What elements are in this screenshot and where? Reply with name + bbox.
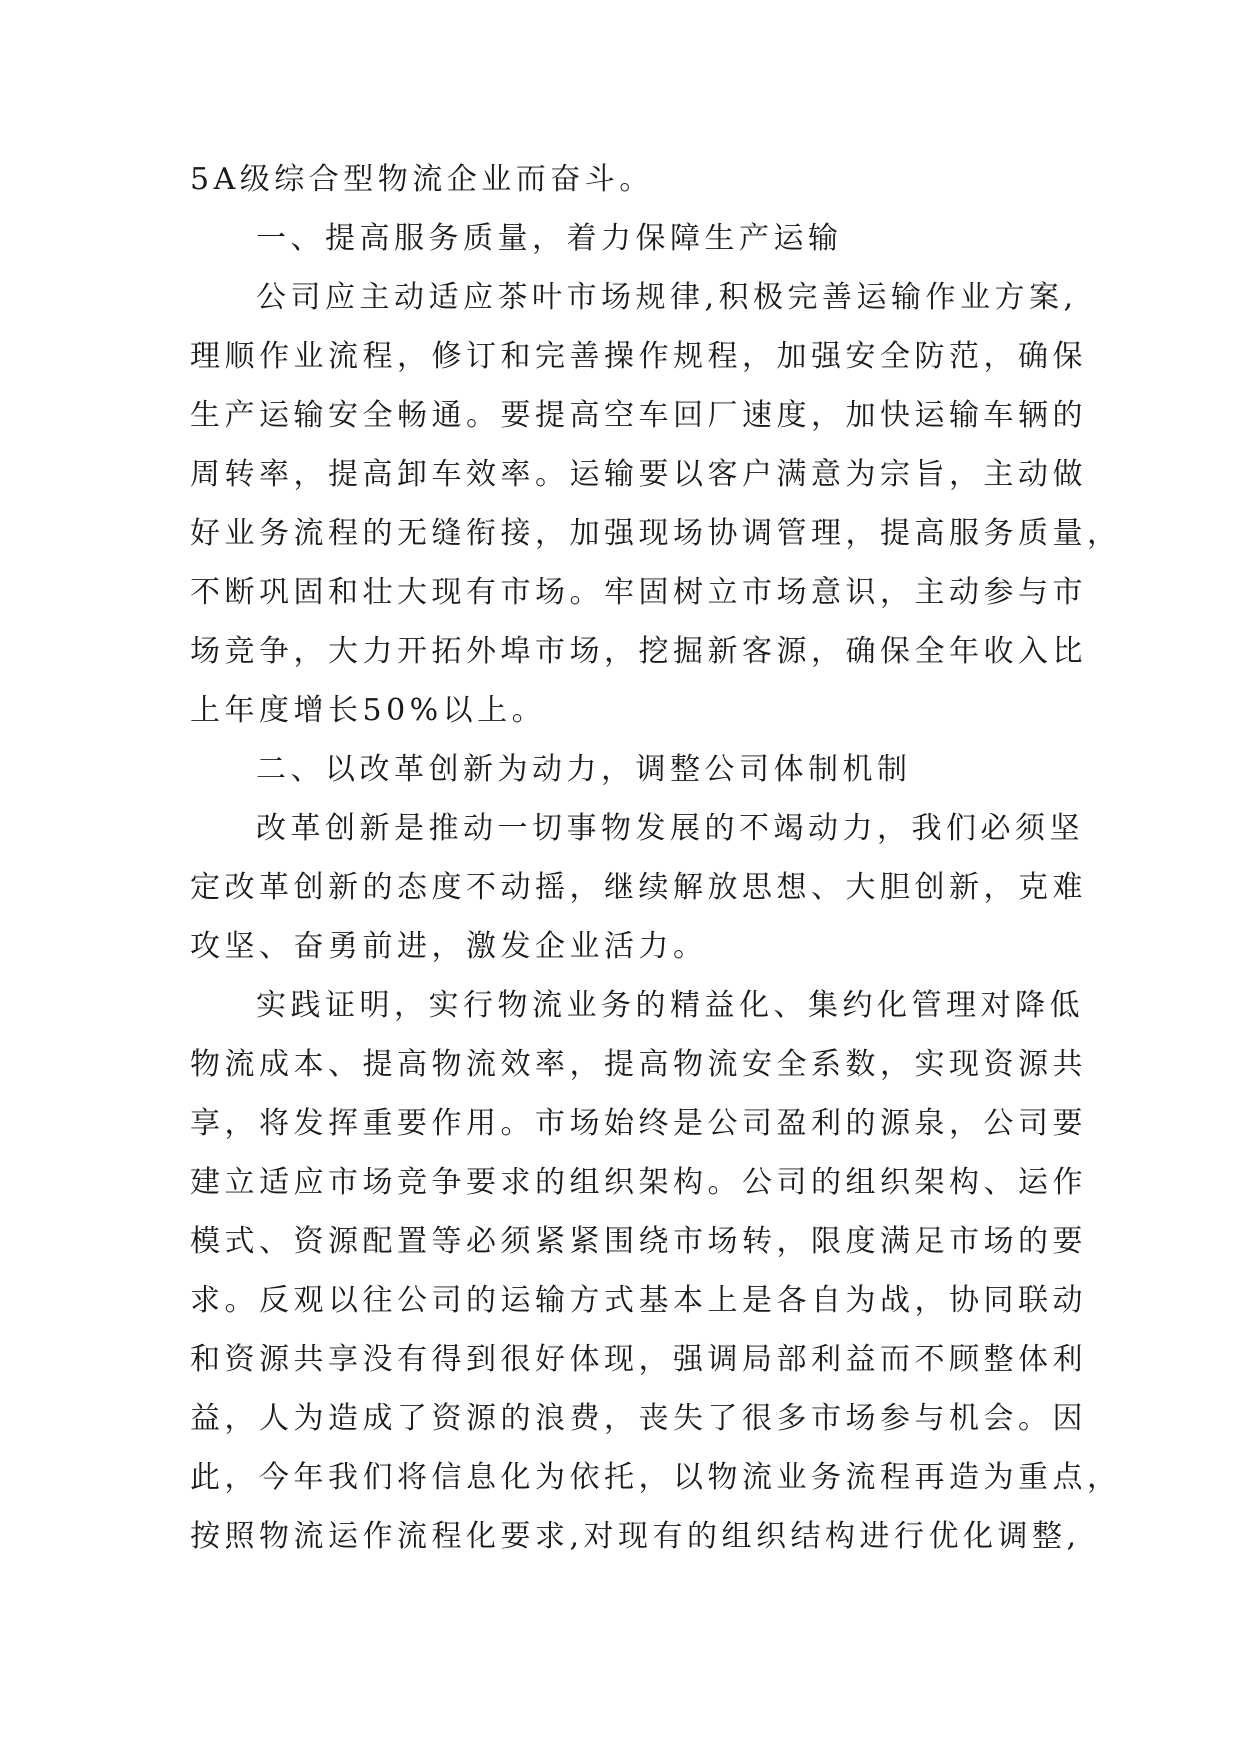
text-line: 建立适应市场竞争要求的组织架构。公司的组织架构、运作 bbox=[190, 1165, 1087, 1200]
text-line: 理顺作业流程，修订和完善操作规程，加强安全防范，确保 bbox=[190, 339, 1087, 374]
text-line: 按照物流运作流程化要求,对现有的组织结构进行优化调整, bbox=[190, 1519, 1081, 1554]
text-line: 此，今年我们将信息化为依托，以物流业务流程再造为重点， bbox=[190, 1460, 1122, 1495]
text-line: 场竞争，大力开拓外埠市场，挖掘新客源，确保全年收入比 bbox=[190, 634, 1087, 669]
text-line: 实践证明，实行物流业务的精益化、集约化管理对降低 bbox=[256, 988, 1084, 1023]
text-line: 攻坚、奋勇前进，激发企业活力。 bbox=[190, 929, 708, 964]
text-line: 益，人为造成了资源的浪费，丧失了很多市场参与机会。因 bbox=[190, 1401, 1087, 1436]
text-line: 定改革创新的态度不动摇，继续解放思想、大胆创新，克难 bbox=[190, 870, 1087, 905]
text-line: 好业务流程的无缝衔接，加强现场协调管理，提高服务质量， bbox=[190, 516, 1122, 551]
text-line: 公司应主动适应茶叶市场规律,积极完善运输作业方案, bbox=[256, 280, 1078, 315]
text-line: 5A级综合型物流企业而奋斗。 bbox=[190, 162, 654, 197]
section-heading: 二、以改革创新为动力，调整公司体制机制 bbox=[256, 752, 912, 787]
text-line: 改革创新是推动一切事物发展的不竭动力，我们必须坚 bbox=[256, 811, 1084, 846]
text-line: 求。反观以往公司的运输方式基本上是各自为战，协同联动 bbox=[190, 1283, 1087, 1318]
text-line: 周转率，提高卸车效率。运输要以客户满意为宗旨，主动做 bbox=[190, 457, 1087, 492]
text-line: 和资源共享没有得到很好体现，强调局部利益而不顾整体利 bbox=[190, 1342, 1087, 1377]
section-heading: 一、提高服务质量，着力保障生产运输 bbox=[256, 221, 843, 256]
text-line: 上年度增长50%以上。 bbox=[190, 693, 547, 728]
text-line: 模式、资源配置等必须紧紧围绕市场转，限度满足市场的要 bbox=[190, 1224, 1087, 1259]
text-line: 享，将发挥重要作用。市场始终是公司盈利的源泉，公司要 bbox=[190, 1106, 1087, 1141]
text-line: 生产运输安全畅通。要提高空车回厂速度，加快运输车辆的 bbox=[190, 398, 1087, 433]
text-line: 物流成本、提高物流效率，提高物流安全系数，实现资源共 bbox=[190, 1047, 1087, 1082]
text-line: 不断巩固和壮大现有市场。牢固树立市场意识，主动参与市 bbox=[190, 575, 1087, 610]
